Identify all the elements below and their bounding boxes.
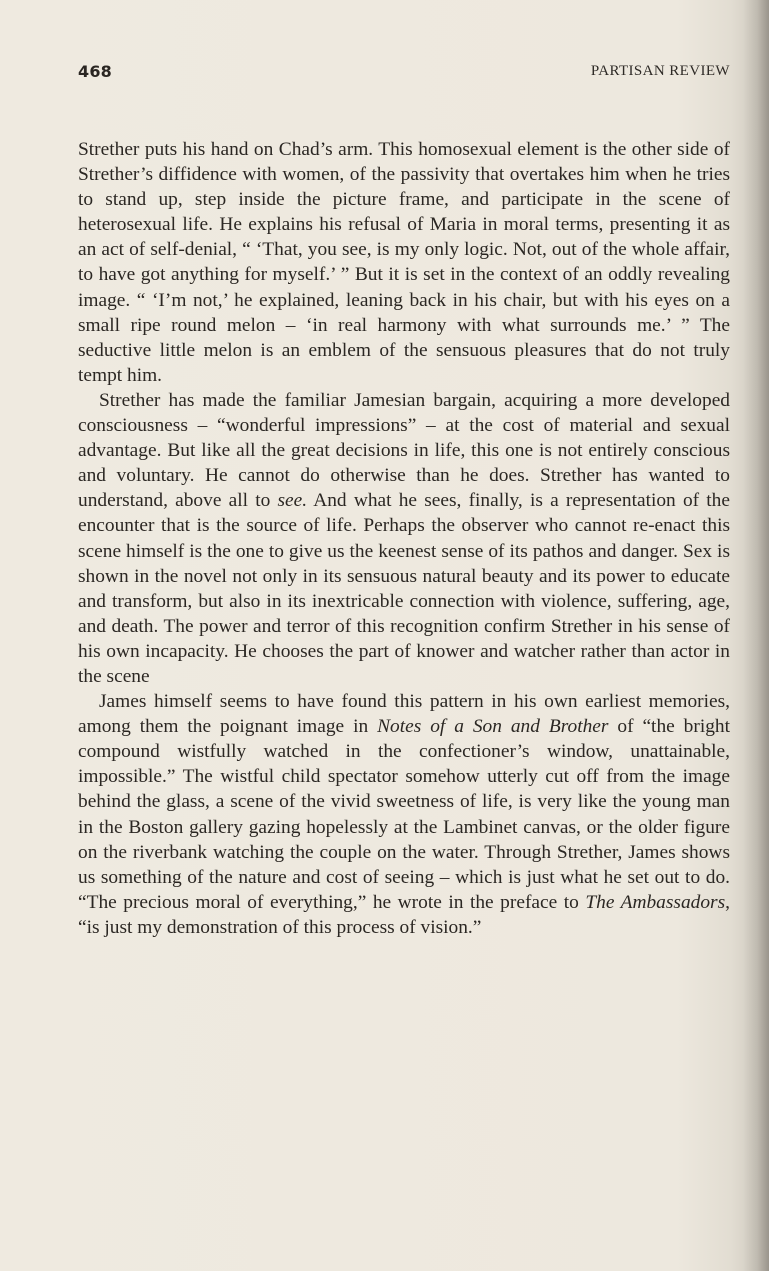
running-head [78,62,730,92]
journal-title: PARTISAN REVIEW [590,63,730,79]
paragraph-text: , “is just my demonstration of this process of vision.” [78,891,730,938]
paragraph-text: Strether puts his hand on Chad’s arm. This homosexual element is the other side of Strether’s diffidence with women, of the passivity that overtakes him when he tries to stand up, step inside the picture frame, and participate in the scene of heterosexual life. He explains his refusal of Maria in moral terms, presenting it as an act of self-denial, “ ‘That, you see, is my only logic. Not, out of the whole affair, to have got anything for myself.’ ” But it is set in the context of an oddly revealing image. “ ‘I’m not,’ he explained, leaning back in his chair, but with his eyes on a small ripe round melon – ‘in real harmony with what surrounds me.’ ” The seductive little melon is an emblem of the sensuous pleasures that do not truly tempt him. [78,139,730,386]
body-text [78,137,730,940]
paragraph-p1 [78,137,730,388]
paragraph-text: of “the bright compound wistfully watched in the confectioner’s window, unattainable, impossible.” The wistful child spectator somehow utterly cut off from the image behind the glass, a scene of the vivid sweetness of life, is very like the young man in the Boston gallery gazing hopelessly at the Lambinet canvas, or the older figure on the riverbank watching the couple on the water. Through Strether, James shows us something of the nature and cost of seeing – which is just what he set out to do. “The precious moral of everything,” he wrote in the preface to [78,716,730,913]
paragraph-text: James himself seems to have found this pattern in his own earliest memories, among them the poignant image in [78,691,730,738]
italic-text: Notes of a Son and Brother [377,716,609,738]
paragraph-p2 [78,388,730,689]
binding-gutter-shadow [743,0,769,1271]
italic-text: The Ambassadors [585,891,726,913]
page-number: 468 [78,62,112,81]
italic-text: see. [277,490,308,512]
paragraph-text: And what he sees, finally, is a representation of the encounter that is the source of life. Perhaps the observer who cannot re-enact this scene himself is the one to give us the keenest sense of its pathos and danger. Sex is shown in the novel not only in its sensuous natural beauty and its power to educate and transform, but also in its inextricable connection with violence, suffering, age, and death. The power and terror of this recognition confirm Strether in his sense of his own incapacity. He chooses the part of knower and watcher rather than actor in the scene [78,490,730,687]
paragraph-p3 [78,689,730,940]
paragraph-text: Strether has made the familiar Jamesian bargain, acquiring a more developed consciousness – “wonderful impressions” – at the cost of material and sexual advantage. But like all the great decisions in life, this one is not entirely conscious and voluntary. He cannot do otherwise than he does. Strether has wanted to understand, above all to [78,389,730,512]
